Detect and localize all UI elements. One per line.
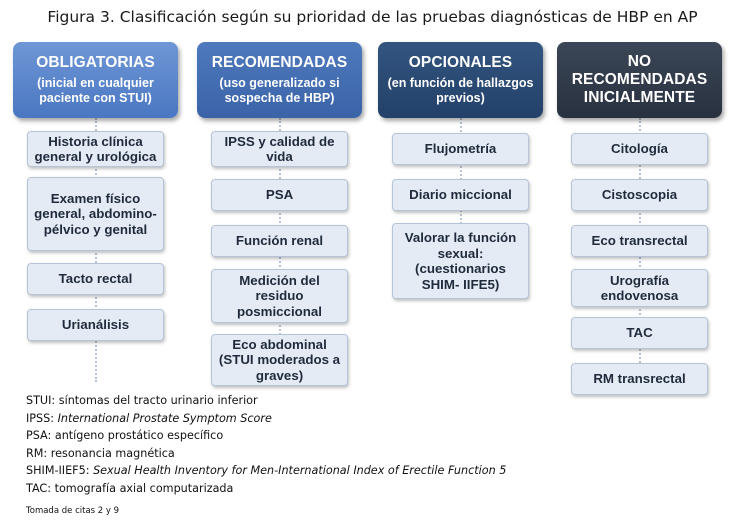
header-no-recomendadas bbox=[557, 42, 722, 118]
legend-item bbox=[26, 480, 506, 498]
figure-title: Figura 3. Clasificación según su prioridad de las pruebas diagnósticas de HBP en AP bbox=[47, 8, 698, 26]
legend-definition: resonancia magnética bbox=[50, 446, 175, 460]
item-box: TAC bbox=[571, 317, 708, 349]
item-box: Tacto rectal bbox=[27, 263, 164, 295]
item-box: Cistoscopia bbox=[571, 179, 708, 211]
item-box: Historia clínica general y urológica bbox=[27, 131, 164, 167]
item-box: Valorar la función sexual: (cuestionarios SHIM- IIFE5) bbox=[392, 223, 529, 299]
legend-abbr: SHIM-IIEF5: bbox=[26, 464, 90, 478]
item-box: Flujometría bbox=[392, 133, 529, 165]
item-box: PSA bbox=[211, 179, 348, 211]
item-box: Eco abdominal (STUI moderados a graves) bbox=[211, 334, 348, 386]
item-box: Función renal bbox=[211, 225, 348, 257]
item-box: Urografía endovenosa bbox=[571, 269, 708, 307]
legend-definition: síntomas del tracto urinario inferior bbox=[58, 394, 258, 407]
abbreviation-legend bbox=[26, 392, 506, 498]
header-title: NO RECOMENDADAS INICIALMENTE bbox=[571, 53, 708, 106]
header-subtitle: (inicial en cualquier paciente con STUI) bbox=[37, 76, 154, 105]
legend-item bbox=[26, 462, 506, 480]
header-title: OBLIGATORIAS bbox=[36, 54, 155, 71]
legend-item bbox=[26, 427, 506, 445]
header-title: OPCIONALES bbox=[408, 54, 513, 71]
legend-abbr: TAC: bbox=[26, 481, 52, 495]
item-box: Urianálisis bbox=[27, 309, 164, 341]
column-obligatorias bbox=[13, 42, 178, 402]
item-box: Examen físico general, abdomino-pélvico y genital bbox=[27, 177, 164, 251]
legend-abbr: IPSS: bbox=[26, 411, 55, 425]
column-opcionales bbox=[378, 42, 543, 402]
legend-abbr: PSA: bbox=[26, 429, 52, 443]
item-box: Diario miccional bbox=[392, 179, 529, 211]
item-box: Medición del residuo posmiccional bbox=[211, 269, 348, 323]
item-box: RM transrectal bbox=[571, 363, 708, 395]
header-recomendadas bbox=[197, 42, 362, 118]
column-recomendadas bbox=[197, 42, 362, 402]
legend-item bbox=[26, 445, 506, 463]
legend-item bbox=[26, 410, 506, 428]
legend-abbr: RM: bbox=[26, 446, 48, 460]
legend-definition: Sexual Health Inventory for Men-International Index of Erectile Function 5 bbox=[93, 464, 507, 478]
source-note: Tomada de citas 2 y 9 bbox=[26, 506, 120, 516]
header-obligatorias bbox=[13, 42, 178, 118]
item-box: IPSS y calidad de vida bbox=[211, 131, 348, 167]
header-subtitle: (uso generalizado si sospecha de HBP) bbox=[219, 76, 340, 105]
header-title: RECOMENDADAS bbox=[211, 54, 348, 71]
header-opcionales bbox=[378, 42, 543, 118]
legend-definition: tomografía axial computarizada bbox=[54, 481, 234, 495]
item-box: Citología bbox=[571, 133, 708, 165]
header-subtitle: (en función de hallazgos previos) bbox=[387, 76, 534, 105]
legend-abbr: STUI: bbox=[26, 394, 56, 407]
item-box: Eco transrectal bbox=[571, 225, 708, 257]
legend-item bbox=[26, 392, 506, 410]
column-no-recomendadas bbox=[557, 42, 722, 402]
legend-definition: antígeno prostático específico bbox=[54, 429, 224, 443]
legend-definition: International Prostate Symptom Score bbox=[57, 411, 272, 425]
